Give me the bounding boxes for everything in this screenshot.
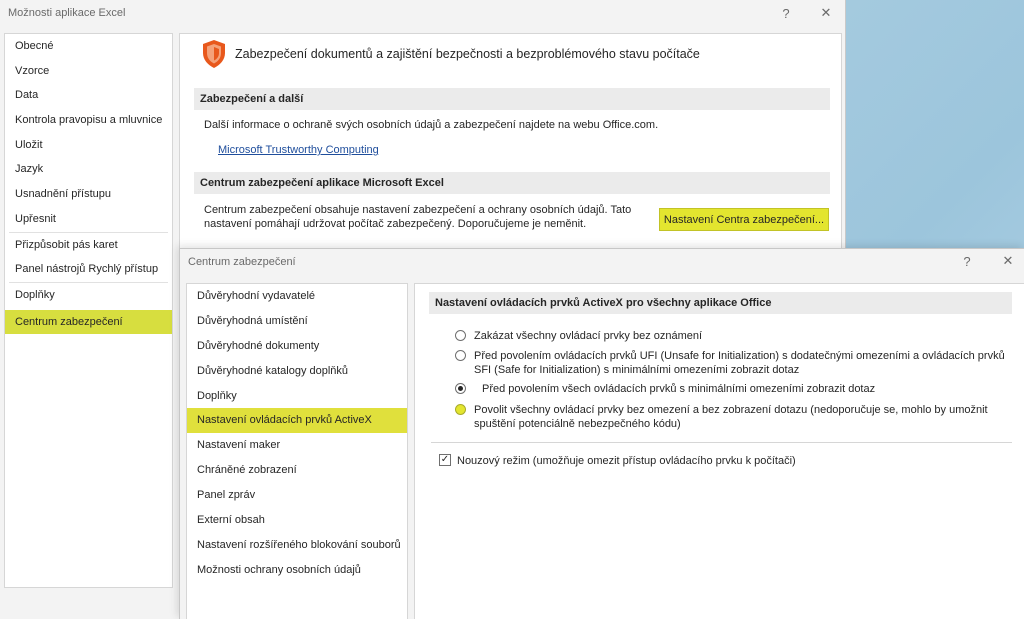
page-header bbox=[201, 39, 700, 69]
radio-button-checked[interactable] bbox=[455, 383, 466, 394]
nav-item-proofing[interactable]: Kontrola pravopisu a mluvnice bbox=[15, 114, 163, 127]
shield-icon bbox=[201, 39, 227, 69]
trust-center-window bbox=[179, 248, 1024, 619]
page-title: Zabezpečení dokumentů a zajištění bezpečnosti a bezproblémového stavu počítače bbox=[235, 47, 700, 61]
tc-nav-trusted-documents[interactable]: Důvěryhodné dokumenty bbox=[197, 339, 320, 352]
nav-item-formulas[interactable]: Vzorce bbox=[15, 64, 50, 77]
section-security-title: Zabezpečení a další bbox=[194, 88, 830, 110]
radio-option-enable-all[interactable] bbox=[455, 403, 1015, 431]
tc-nav-trusted-catalogs[interactable]: Důvěryhodné katalogy doplňků bbox=[197, 364, 349, 377]
radio-button[interactable] bbox=[455, 350, 466, 361]
tc-nav-activex[interactable]: Nastavení ovládacích prvků ActiveX bbox=[187, 408, 407, 433]
nav-item-addins[interactable]: Doplňky bbox=[15, 288, 55, 301]
tc-nav-trusted-locations[interactable]: Důvěryhodná umístění bbox=[197, 314, 308, 327]
nav-item-general[interactable]: Obecné bbox=[15, 40, 54, 52]
trust-center-text-line1: Centrum zabezpečení obsahuje nastavení zabezpečení a ochrany osobních údajů. Tato bbox=[204, 204, 632, 216]
radio-button[interactable] bbox=[455, 330, 466, 341]
tc-close-button[interactable]: ✕ bbox=[1002, 253, 1014, 268]
safe-mode-option[interactable] bbox=[439, 454, 999, 468]
options-help-button[interactable]: ? bbox=[782, 5, 790, 21]
radio-label: Před povolením ovládacích prvků UFI (Unsafe for Initialization) s dodatečnými omezeními a ovládacích prvků SFI (Safe for Initialization) s minimálními omezeními zobrazit dotaz bbox=[474, 350, 1005, 376]
tc-nav-file-block[interactable]: Nastavení rozšířeného blokování souborů bbox=[197, 538, 401, 551]
trust-center-title: Centrum zabezpečení bbox=[188, 256, 296, 268]
radio-button[interactable] bbox=[455, 404, 466, 415]
section-trust-center-title: Centrum zabezpečení aplikace Microsoft Excel bbox=[194, 172, 830, 194]
options-close-button[interactable]: ✕ bbox=[820, 5, 832, 20]
radio-highlight bbox=[455, 382, 474, 394]
trust-center-text-line2: nastavení pomáhají udržovat počítač zabezpečený. Doporučujeme je neměnit. bbox=[204, 218, 587, 230]
trustworthy-computing-link[interactable]: Microsoft Trustworthy Computing bbox=[218, 144, 379, 156]
trust-center-content bbox=[414, 283, 1024, 619]
radio-option-prompt-ufi-sfi[interactable] bbox=[455, 349, 1015, 377]
trust-center-settings-button[interactable]: Nastavení Centra zabezpečení... bbox=[659, 208, 829, 231]
tc-nav-protected-view[interactable]: Chráněné zobrazení bbox=[197, 464, 297, 477]
section-divider bbox=[431, 442, 1012, 443]
nav-item-accessibility[interactable]: Usnadnění přístupu bbox=[15, 188, 112, 201]
tc-nav-external-content[interactable]: Externí obsah bbox=[197, 514, 265, 527]
nav-item-trust-center[interactable]: Centrum zabezpečení bbox=[5, 310, 172, 335]
trust-center-nav bbox=[186, 283, 408, 619]
radio-option-prompt-all[interactable] bbox=[455, 382, 1015, 396]
radio-option-disable-all[interactable] bbox=[455, 329, 1015, 343]
safe-mode-checkbox[interactable]: ✓ bbox=[440, 454, 450, 465]
radio-label: Před povolením všech ovládacích prvků s minimálními omezeními zobrazit dotaz bbox=[482, 383, 876, 395]
tc-nav-trusted-publishers[interactable]: Důvěryhodní vydavatelé bbox=[197, 290, 316, 302]
nav-item-language[interactable]: Jazyk bbox=[15, 163, 44, 176]
nav-item-save[interactable]: Uložit bbox=[15, 138, 43, 151]
tc-help-button[interactable]: ? bbox=[963, 253, 971, 269]
tc-nav-macros[interactable]: Nastavení maker bbox=[197, 439, 281, 452]
tc-nav-message-bar[interactable]: Panel zpráv bbox=[197, 489, 256, 502]
tc-nav-privacy[interactable]: Možnosti ochrany osobních údajů bbox=[197, 563, 361, 576]
options-title: Možnosti aplikace Excel bbox=[8, 7, 126, 19]
nav-item-quick-access[interactable]: Panel nástrojů Rychlý přístup bbox=[15, 263, 159, 276]
tc-nav-addins[interactable]: Doplňky bbox=[197, 389, 237, 402]
radio-label: Povolit všechny ovládací prvky bez omezení a bez zobrazení dotazu (nedoporučuje se, mohlo by umožnit spuštění potenciálně nebezpečného kódu) bbox=[474, 404, 988, 430]
section-security-text: Další informace o ochraně svých osobních údajů a zabezpečení najdete na webu Office.com. bbox=[204, 119, 659, 131]
nav-item-customize-ribbon[interactable]: Přizpůsobit pás karet bbox=[15, 238, 118, 251]
nav-item-advanced[interactable]: Upřesnit bbox=[15, 212, 56, 225]
nav-item-data[interactable]: Data bbox=[15, 89, 39, 102]
radio-label: Zakázat všechny ovládací prvky bez oznámení bbox=[474, 330, 703, 342]
activex-section-title: Nastavení ovládacích prvků ActiveX pro všechny aplikace Office bbox=[429, 292, 1012, 314]
options-nav bbox=[4, 33, 173, 588]
safe-mode-label: Nouzový režim (umožňuje omezit přístup ovládacího prvku k počítači) bbox=[457, 455, 796, 467]
